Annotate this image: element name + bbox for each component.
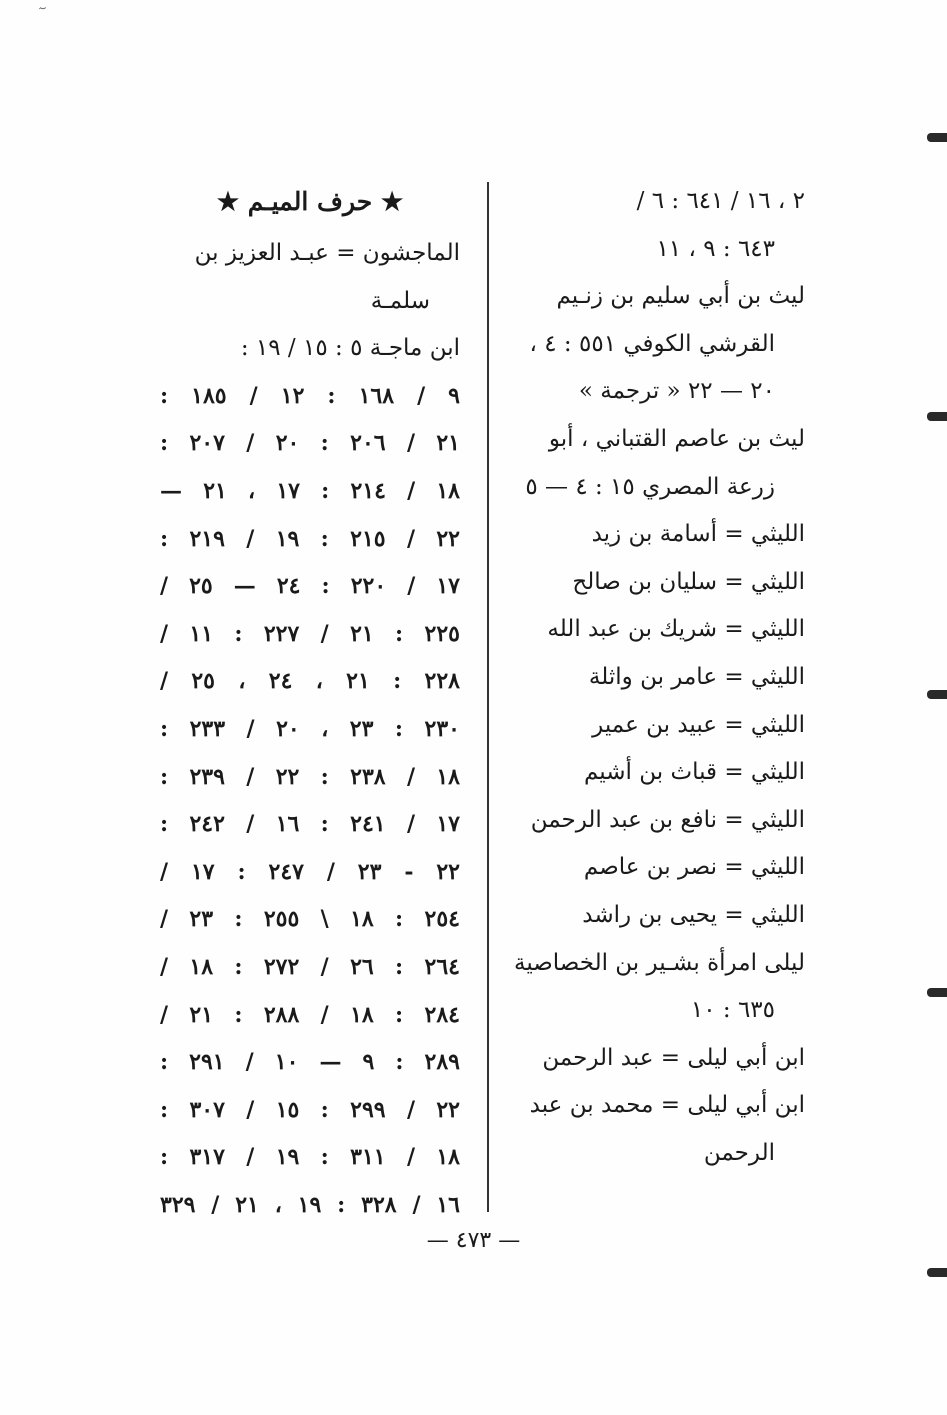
index-line: ٢٥٤ : ١٨ \ ٢٥٥ : ٢٣ /	[160, 906, 460, 933]
index-line: ١٨ / ٣١١ : ١٩ / ٣١٧ :	[160, 1144, 460, 1171]
index-line: الليثي = شريك بن عبد الله	[547, 616, 805, 643]
edge-mark	[927, 690, 947, 699]
edge-mark	[927, 412, 947, 421]
index-line: ١٨ / ٢٣٨ : ٢٢ / ٢٣٩ :	[160, 763, 460, 790]
index-line: ٢٢ / ٢٩٩ : ١٥ / ٣٠٧ :	[160, 1096, 460, 1123]
index-line: الليثي = نافع بن عبد الرحمن	[530, 806, 805, 833]
index-line: الليثي = نصر بن عاصم	[583, 854, 805, 881]
index-line: ٢٢٨ : ٢١ ، ٢٤ ، ٢٥ /	[160, 668, 460, 695]
index-line: الليثي = أسامة بن زيد	[591, 521, 805, 548]
index-line: الليثي = عامر بن واثلة	[588, 663, 805, 690]
index-line: ٦٤٣ : ٩ ، ١١	[656, 235, 775, 262]
index-line: ١٧ / ٢٢٠ : ٢٤ — ٢٥ /	[160, 573, 460, 600]
index-line: سلمـة	[370, 287, 430, 314]
index-line: ٢٨٩ : ٩ — ١٠ / ٢٩١ :	[160, 1049, 460, 1076]
index-line: ٢٦٤ : ٢٦ / ٢٧٢ : ١٨ /	[160, 953, 460, 980]
index-line: ليث بن عاصم القتباني ، أبو	[548, 425, 805, 452]
index-line: ابن أبي ليلى = محمد بن عبد	[529, 1092, 805, 1119]
index-line: الليثي = سليان بن صالح	[572, 568, 805, 595]
edge-mark	[927, 133, 947, 142]
index-line: الرحمن	[703, 1139, 775, 1166]
index-line: ١٨ / ٢١٤ : ١٧ ، ٢١ —	[160, 477, 460, 504]
left-intro-entries	[160, 230, 460, 373]
edge-mark	[927, 1268, 947, 1277]
left-number-lines	[160, 373, 460, 1230]
index-line: ابن أبي ليلى = عبد الرحمن	[542, 1044, 805, 1071]
index-line: ٢١ / ٢٠٦ : ٢٠ / ٢٠٧ :	[160, 430, 460, 457]
section-title: ★ حرف الميـم ★	[216, 187, 404, 216]
right-column	[505, 178, 805, 1177]
index-line: زرعة المصري ١٥ : ٤ — ٥	[525, 473, 775, 500]
index-line: القرشي الكوفي ٥٥١ : ٤ ،	[529, 330, 775, 357]
index-line: ٢٢ - ٢٣ / ٢٤٧ : ١٧ /	[160, 858, 460, 885]
index-line: ٢ ، ١٦ / ٦٤١ : ٦ /	[636, 188, 805, 214]
index-line: ٢٠ — ٢٢ « ترجمة »	[578, 378, 775, 405]
index-line: ٢٢٥ : ٢١ / ٢٢٧ : ١١ /	[160, 620, 460, 647]
index-line: ليث بن أبي سليم بن زنـيم	[556, 283, 805, 310]
index-line: الليثي = يحيى بن راشد	[582, 901, 805, 928]
left-column	[160, 178, 460, 1229]
index-line: ٢٢ / ٢١٥ : ١٩ / ٢١٩ :	[160, 525, 460, 552]
page-number: — ٤٧٣ —	[426, 1228, 521, 1253]
index-line: ١٧ / ٢٤١ : ١٦ / ٢٤٢ :	[160, 811, 460, 838]
index-line: الليثي = عبيد بن عمير	[592, 711, 805, 738]
index-line: ٦٣٥ : ١٠	[690, 997, 775, 1024]
index-line: ٢٨٤ : ١٨ / ٢٨٨ : ٢١ /	[160, 1001, 460, 1028]
column-divider	[487, 182, 489, 1212]
index-line: ابن ماجـة ٥ : ١٥ / ١٩ :	[240, 335, 460, 362]
index-line: الماجشون = عبـد العزيز بن	[194, 240, 460, 266]
index-line: ليلى امرأة بشـير بن الخصاصية	[513, 949, 805, 976]
index-line: الليثي = قباث بن أشيم	[584, 759, 805, 786]
index-line: ١٦ / ٣٢٨ : ١٩ ، ٢١ / ٣٢٩	[160, 1191, 460, 1218]
index-line: ٩ / ١٦٨ : ١٢ / ١٨٥ :	[160, 382, 460, 409]
index-line: ٢٣٠ : ٢٣ ، ٢٠ / ٢٣٣ :	[160, 715, 460, 742]
edge-mark	[927, 988, 947, 997]
